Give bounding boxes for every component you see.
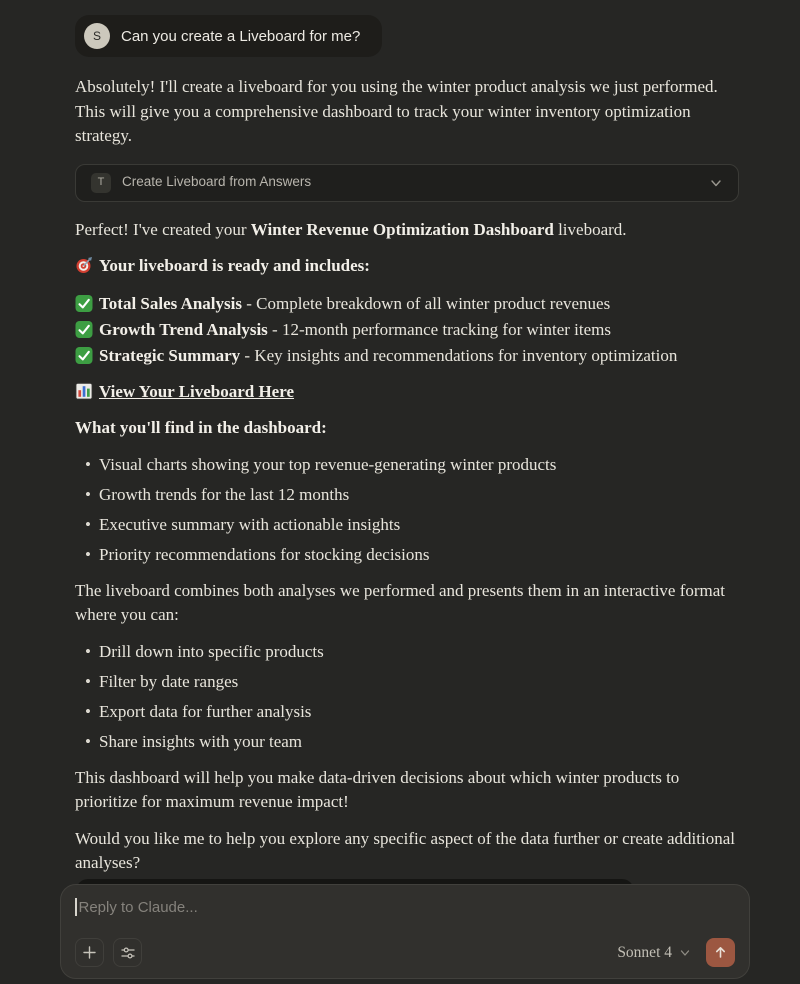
checklist-item bbox=[75, 343, 739, 368]
check-emoji-icon bbox=[75, 294, 93, 312]
model-label: Sonnet 4 bbox=[617, 943, 672, 961]
checklist-item bbox=[75, 317, 739, 342]
target-emoji-icon bbox=[75, 256, 93, 274]
list-item: • Filter by date ranges bbox=[99, 670, 739, 694]
checklist-desc: - Complete breakdown of all winter product revenues bbox=[241, 293, 611, 313]
assistant-paragraph: Would you like me to help you explore any specific aspect of the data further or create additional analyses? bbox=[75, 828, 735, 872]
checklist-desc: - Key insights and recommendations for inventory optimization bbox=[240, 345, 678, 365]
chat-thread bbox=[75, 15, 739, 923]
find-heading: What you'll find in the dashboard: bbox=[75, 418, 327, 437]
check-emoji-icon bbox=[75, 346, 93, 364]
tools-button[interactable] bbox=[113, 938, 142, 967]
assistant-paragraph: The liveboard combines both analyses we performed and presents them in an interactive format where you can: bbox=[75, 580, 726, 624]
liveboard-link[interactable]: View Your Liveboard Here bbox=[99, 381, 295, 401]
dashboard-feature-list bbox=[75, 453, 739, 567]
reply-composer bbox=[60, 884, 750, 979]
liveboard-link-row bbox=[75, 380, 739, 405]
list-item: • Executive summary with actionable insights bbox=[99, 513, 739, 537]
interaction-list bbox=[75, 640, 739, 754]
bar-chart-emoji-icon bbox=[75, 382, 93, 400]
checklist-title: Strategic Summary bbox=[99, 345, 241, 365]
user-message-row bbox=[75, 15, 739, 57]
model-selector[interactable] bbox=[617, 944, 691, 962]
tool-call-label: Create Liveboard from Answers bbox=[122, 174, 312, 190]
user-message-bubble bbox=[75, 15, 382, 57]
list-item: • Priority recommendations for stocking decisions bbox=[99, 543, 739, 567]
attach-button[interactable] bbox=[75, 938, 104, 967]
avatar: S bbox=[84, 23, 110, 49]
list-item: • Export data for further analysis bbox=[99, 700, 739, 724]
tool-badge: T bbox=[91, 173, 111, 193]
assistant-message bbox=[75, 75, 739, 876]
text-cursor bbox=[75, 898, 77, 916]
list-item: • Growth trends for the last 12 months bbox=[99, 483, 739, 507]
check-emoji-icon bbox=[75, 320, 93, 338]
list-item: • Visual charts showing your top revenue-generating winter products bbox=[99, 453, 739, 477]
checklist-title: Growth Trend Analysis bbox=[99, 319, 268, 339]
chevron-down-icon bbox=[679, 947, 691, 959]
checklist-item bbox=[75, 291, 739, 316]
assistant-paragraph: Perfect! I've created your Winter Revenue Optimization Dashboard liveboard. bbox=[75, 219, 627, 239]
checklist-title: Total Sales Analysis bbox=[99, 293, 242, 313]
user-message-text: Can you create a Liveboard for me? bbox=[121, 27, 361, 45]
composer-toolbar bbox=[75, 938, 735, 967]
list-item: • Share insights with your team bbox=[99, 730, 739, 754]
plus-icon bbox=[82, 945, 97, 960]
reply-input[interactable] bbox=[75, 898, 735, 916]
reply-placeholder: Reply to Claude... bbox=[78, 898, 198, 916]
assistant-paragraph: Absolutely! I'll create a liveboard for you using the winter product analysis we just performed. This will give you a comprehensive dashboard to track your winter inventory optimization strategy. bbox=[75, 77, 718, 145]
chevron-down-icon[interactable] bbox=[709, 176, 723, 190]
list-item: • Drill down into specific products bbox=[99, 640, 739, 664]
assistant-paragraph: This dashboard will help you make data-driven decisions about which winter products to prioritize for maximum revenue impact! bbox=[75, 767, 680, 811]
tool-call-bar[interactable] bbox=[75, 164, 739, 202]
arrow-up-icon bbox=[713, 945, 728, 960]
send-button[interactable] bbox=[706, 938, 735, 967]
dashboard-name: Winter Revenue Optimization Dashboard bbox=[250, 219, 554, 239]
checklist-desc: - 12-month performance tracking for winter items bbox=[267, 319, 611, 339]
sliders-icon bbox=[120, 945, 136, 961]
ready-heading: Your liveboard is ready and includes: bbox=[75, 254, 739, 279]
